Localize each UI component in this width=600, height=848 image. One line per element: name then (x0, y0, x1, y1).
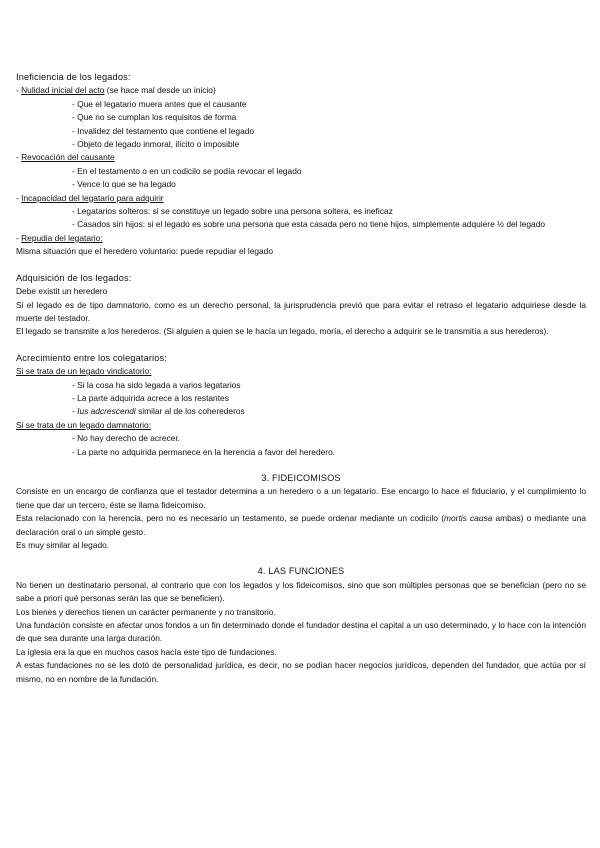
item-nulidad: - Nulidad inicial del acto (se hace mal desde un inicio) (16, 85, 216, 96)
section-title-acrecimiento: Acrecimiento entre los colegatarios: (16, 352, 167, 363)
paragraph: El legado se transmite a los herederos. (Si alguien a quien se le hacía un legado, moría, el derecho a adquirir se le transmitía a sus herederos). (16, 326, 549, 337)
list-item: - Si la cosa ha sido legada a varios legatarios (72, 379, 241, 390)
list-item: - Que no se cumplan los requisitos de forma (72, 112, 237, 123)
list-item: - Objeto de legado inmoral, ilícito o imposible (72, 139, 240, 150)
section-title-ineficiencia: Ineficiencia de los legados: (16, 72, 131, 82)
list-item: - Invalidez del testamento que contiene el legado (72, 125, 255, 136)
item-repudia: - Repudia del legatario: (16, 232, 103, 243)
paragraph: La iglesia era la que en muchos casos hacía este tipo de fundaciones. (16, 646, 277, 657)
paragraph: Es muy similar al legado. (16, 540, 110, 550)
paragraph: Debe existit un heredero (16, 286, 108, 297)
paragraph: Si el legado es de tipo damnatorio, como es un derecho personal, la jurisprudencia previó que para evitar el retraso el legatario adquiriese desde la muerte del testador. (16, 299, 586, 323)
list-item: - Vence lo que se ha legado (72, 179, 176, 190)
nulidad-label: Nulidad inicial del acto (21, 85, 105, 96)
revocacion-label: Revocación del causante (21, 152, 115, 163)
vindicatorio-label: Si se trata de un legado vindicatorio: (16, 366, 152, 377)
heading-funciones: 4. LAS FUNCIONES (257, 566, 345, 577)
document-body (16, 71, 586, 686)
item-revocacion: - Revocación del causante (16, 152, 115, 163)
item-incapacidad: - Incapacidad del legatario para adquirir (16, 192, 164, 203)
section-title-adquisicion: Adquisición de los legados: (16, 272, 132, 283)
paragraph: No tienen un destinatario personal, al contrario que con los legados y los fideicomisos, sino que son múltiples personas que se benefician (pero no se sabe a priori qué personas serán las que se beneficien). (16, 579, 586, 604)
list-item: - La parte no adquirida permanece en la herencia a favor del heredero. (72, 446, 336, 457)
repudia-text: Misma situación que el heredero voluntario: puede repudiar el legado (16, 246, 273, 257)
list-item: - Que el legatario muera antes que el causante (72, 98, 247, 109)
paragraph: Los bienes y derechos tienen un carácter permanente y no transitorio. (16, 606, 276, 617)
paragraph: Una fundación consiste en afectar unos fondos a un fin determinado donde el fundador destina el capital a un uso determinado, y lo hace con la intención de que sea durante una larga duración. (16, 620, 586, 644)
paragraph: Consiste en un encargo de confianza que el testador determina a un heredero o a un legatario. Ese encargo lo hace el fiduciario, y el cumplimiento lo tiene que dar un tercero, éste se llama fideicomiso. (16, 486, 586, 510)
mortis-causa-term: mortis causa (444, 513, 493, 524)
list-item: - No hay derecho de acrecer. (72, 433, 181, 444)
ius-adcrescendi-term: Ius adcrescendi (77, 406, 136, 417)
list-item: - Ius adcrescendi similar al de los coherederos (72, 406, 245, 417)
list-item: - La parte adquirida acrece a los restantes (72, 392, 229, 403)
paragraph: A estas fundaciones no se les dotó de personalidad jurídica, es decir, no se podían hacer negocios jurídicos, dependen del fundador, que actúa por sí mismo, no en nombre de la fundación. (16, 660, 586, 684)
paragraph: Esta relacionado con la herencia, pero no es necesario un testamento, se puede ordenar mediante un codicilo (mortis causa ambas) o mediante una declaración oral o un simple gesto. (16, 513, 586, 537)
heading-fideicomisos: 3. FIDEICOMISOS (261, 472, 341, 483)
incapacidad-label: Incapacidad del legatario para adquirir (21, 192, 164, 203)
repudia-label: Repudia del legatario: (21, 232, 103, 243)
list-item: - En el testamento o en un codicilo se podía revocar el legado (72, 165, 302, 176)
damnatorio-label: Si se trata de un legado damnatorio: (16, 419, 152, 430)
list-item: - Legatarios solteros: si se constituye un legado sobre una persona soltera, es ineficaz (72, 206, 393, 217)
list-item: - Casados sin hijos: si el legado es sobre una persona que esta casada pero no tiene hijos, simplemente adquiere ½ del legado (72, 219, 546, 230)
